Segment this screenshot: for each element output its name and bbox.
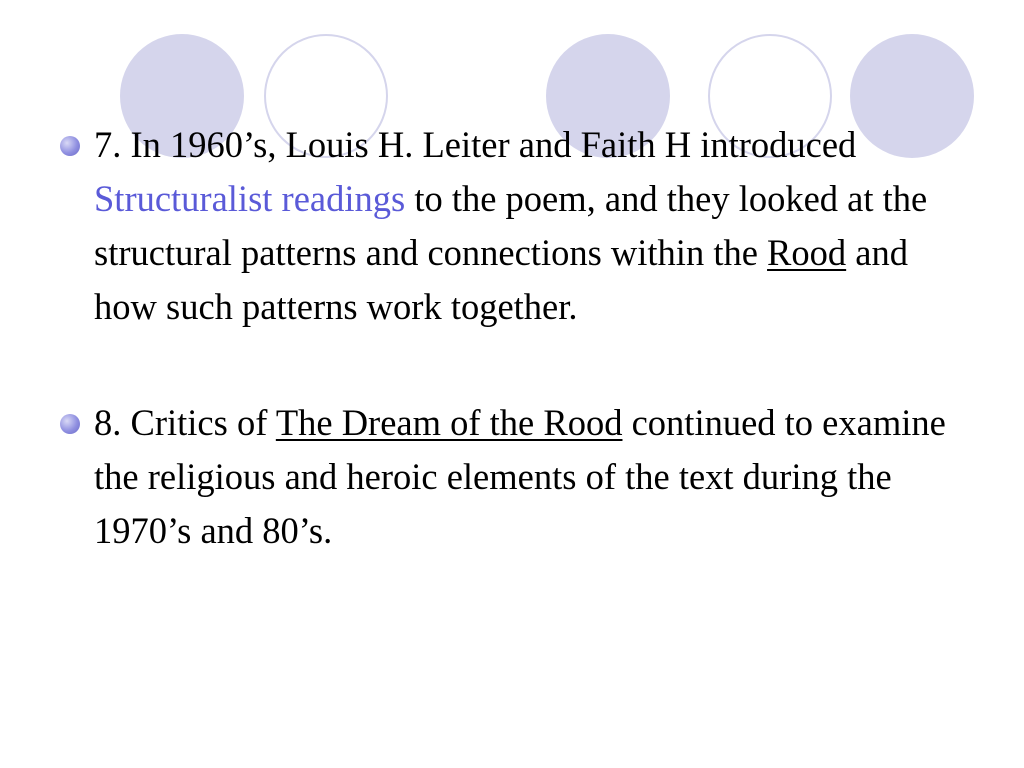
bullet-text: to the poem, and they looked at the structural patterns and connections within the — [94, 178, 928, 273]
bullet-text: continued to examine the religious and heroic elements of the text during the 1970’s and 80’s. — [94, 402, 946, 551]
bullet-text: 8. Critics of — [94, 402, 276, 443]
rood-title: Rood — [767, 232, 847, 273]
dream-of-the-rood-title: The Dream of the Rood — [275, 402, 623, 443]
bullet-item-7 — [60, 118, 960, 334]
bullet-text: and how such patterns work together. — [94, 232, 908, 327]
bullet-list — [60, 118, 960, 558]
bullet-dot-icon — [60, 136, 80, 156]
bullet-dot-icon — [60, 414, 80, 434]
bullet-item-8 — [60, 396, 960, 558]
structuralist-readings-link[interactable]: Structuralist readings — [94, 178, 406, 219]
bullet-text: 7. In 1960’s, Louis H. Leiter and Faith H introduced — [94, 124, 857, 165]
